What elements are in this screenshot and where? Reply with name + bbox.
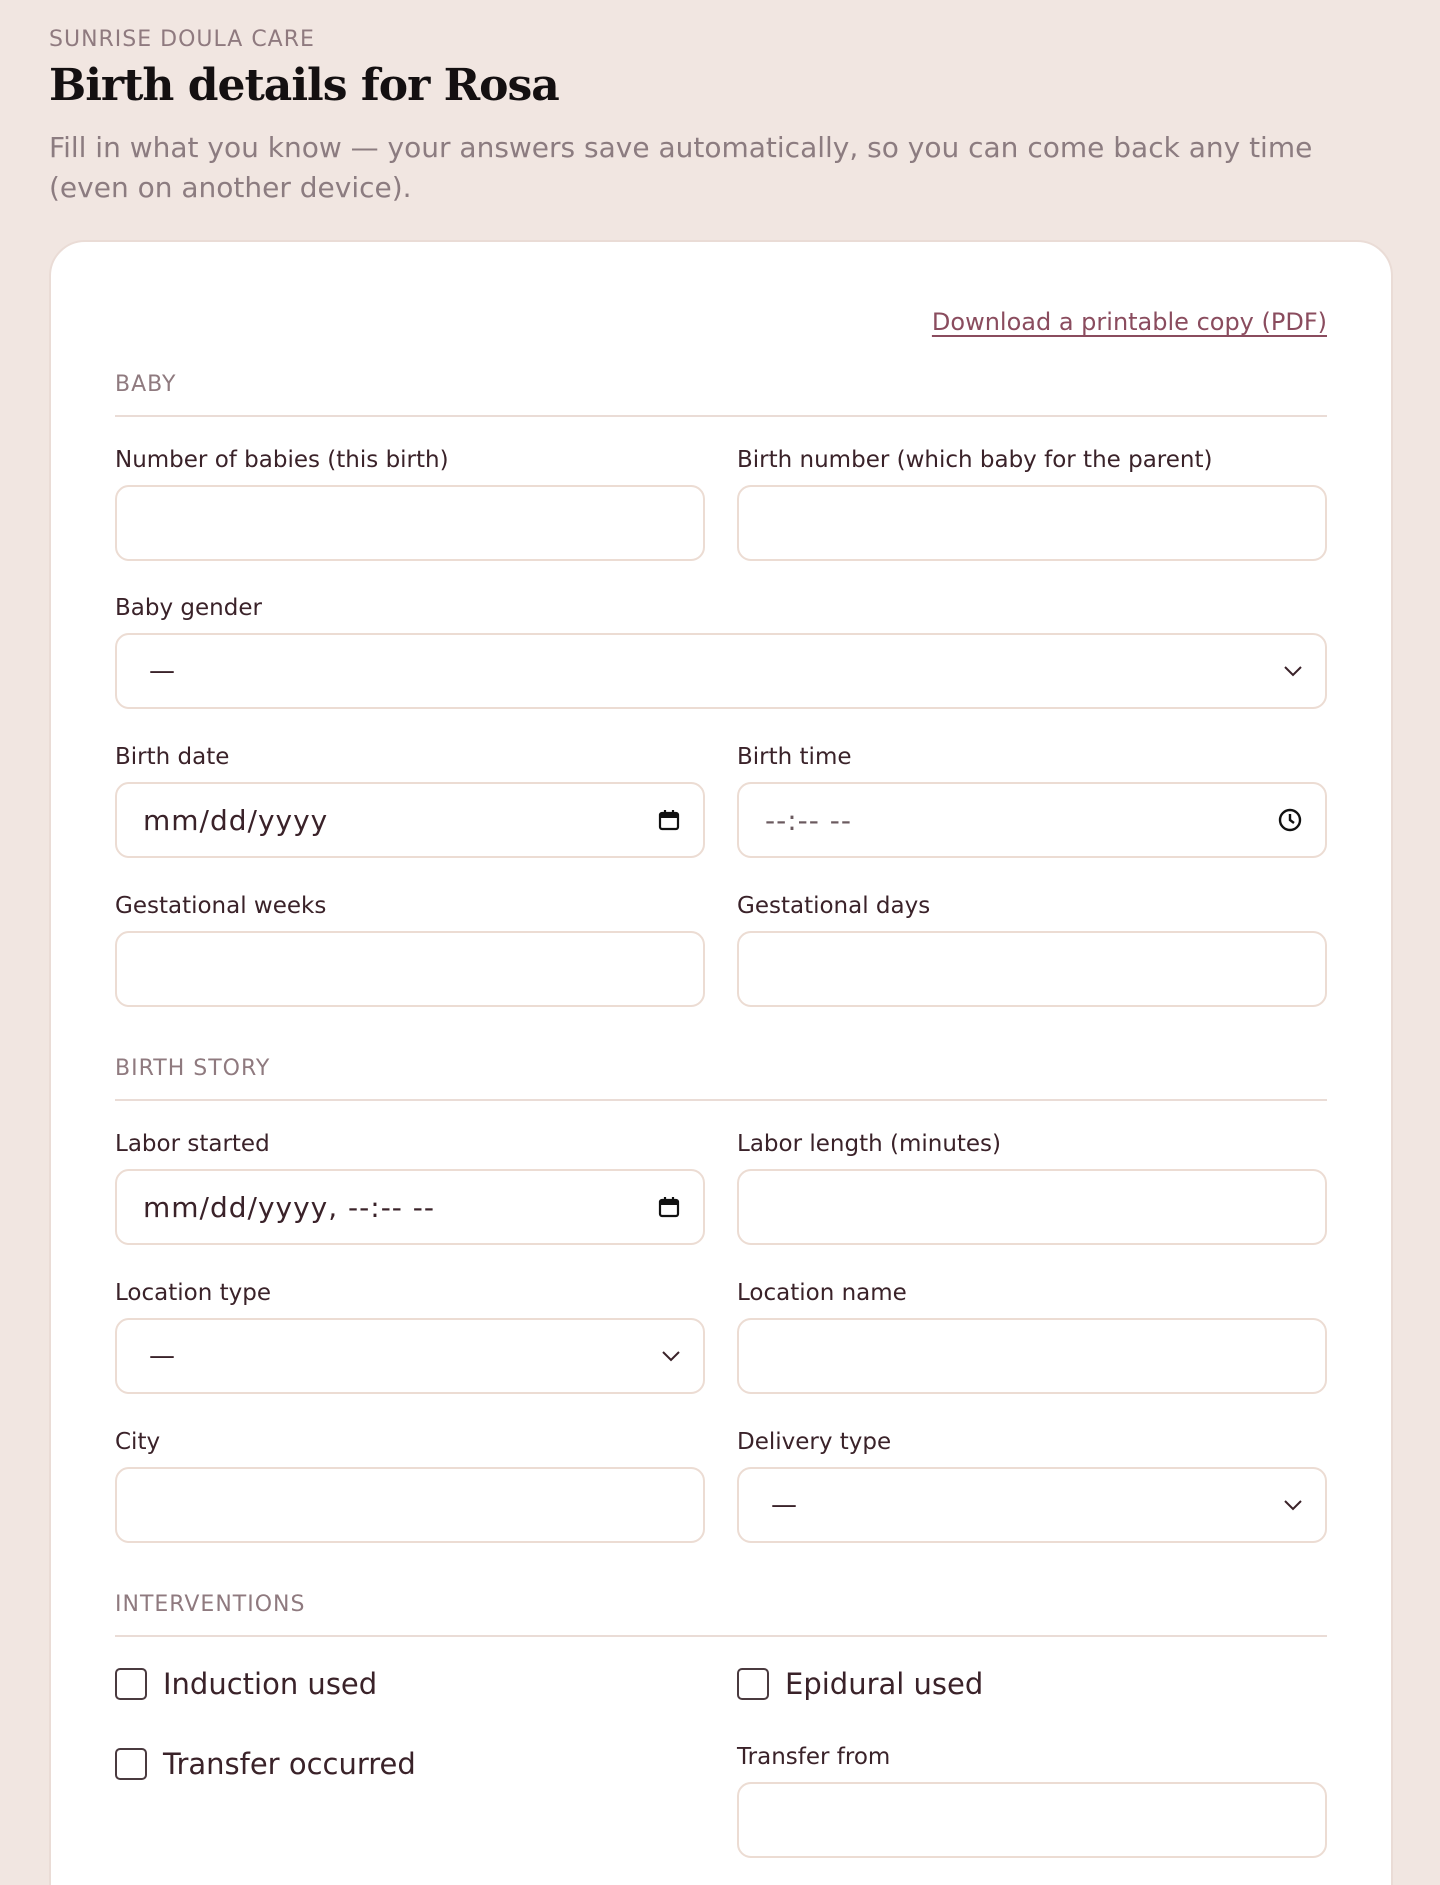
city-input[interactable]: [115, 1467, 705, 1543]
page-title: Birth details for Rosa: [49, 60, 559, 111]
chevron-down-icon: [661, 1350, 681, 1362]
birth-date-input[interactable]: [115, 782, 705, 858]
chevron-down-icon: [1283, 1499, 1303, 1511]
labor-length-label: Labor length (minutes): [737, 1131, 1002, 1157]
section-title-birth-story: BIRTH STORY: [115, 1056, 1327, 1101]
induction-label: Induction used: [163, 1667, 378, 1701]
calendar-icon[interactable]: [657, 1195, 681, 1219]
birth-time-placeholder: --:-- --: [765, 803, 852, 837]
gest-weeks-input[interactable]: [115, 931, 705, 1007]
num-babies-label: Number of babies (this birth): [115, 447, 449, 473]
birth-number-input[interactable]: [737, 485, 1327, 561]
delivery-type-label: Delivery type: [737, 1429, 892, 1455]
section-title-interventions: INTERVENTIONS: [115, 1592, 1327, 1637]
labor-started-placeholder: mm/dd/yyyy, --:-- --: [143, 1190, 436, 1224]
chevron-down-icon: [1283, 665, 1303, 677]
epidural-label: Epidural used: [785, 1667, 984, 1701]
form-card: [49, 240, 1393, 1885]
brand-name: SUNRISE DOULA CARE: [49, 27, 315, 52]
induction-checkbox-row[interactable]: [115, 1667, 377, 1701]
birth-time-input[interactable]: [737, 782, 1327, 858]
baby-gender-value: —: [149, 656, 175, 686]
section-title-baby: BABY: [115, 372, 1327, 417]
epidural-checkbox[interactable]: [737, 1668, 769, 1700]
page-subtitle: Fill in what you know — your answers save automatically, so you can come back any time (even on another device).: [49, 131, 1313, 204]
epidural-checkbox-row[interactable]: [737, 1667, 983, 1701]
birth-number-label: Birth number (which baby for the parent): [737, 447, 1213, 473]
baby-gender-label: Baby gender: [115, 595, 262, 621]
labor-started-input[interactable]: [115, 1169, 705, 1245]
gest-weeks-label: Gestational weeks: [115, 893, 327, 919]
birth-time-label: Birth time: [737, 744, 852, 770]
delivery-type-select[interactable]: [737, 1467, 1327, 1543]
calendar-icon[interactable]: [657, 808, 681, 832]
baby-gender-select[interactable]: [115, 633, 1327, 709]
location-name-label: Location name: [737, 1280, 907, 1306]
clock-icon[interactable]: [1277, 807, 1303, 833]
city-label: City: [115, 1429, 161, 1455]
induction-checkbox[interactable]: [115, 1668, 147, 1700]
transfer-from-label: Transfer from: [737, 1744, 891, 1770]
delivery-type-value: —: [771, 1490, 797, 1520]
transfer-label: Transfer occurred: [163, 1747, 416, 1781]
location-type-select[interactable]: [115, 1318, 705, 1394]
labor-started-label: Labor started: [115, 1131, 270, 1157]
gest-days-label: Gestational days: [737, 893, 931, 919]
location-name-input[interactable]: [737, 1318, 1327, 1394]
location-type-value: —: [149, 1341, 175, 1371]
labor-length-input[interactable]: [737, 1169, 1327, 1245]
transfer-checkbox[interactable]: [115, 1748, 147, 1780]
birth-date-placeholder: mm/dd/yyyy: [143, 803, 329, 837]
transfer-checkbox-row[interactable]: [115, 1747, 416, 1781]
num-babies-input[interactable]: [115, 485, 705, 561]
gest-days-input[interactable]: [737, 931, 1327, 1007]
location-type-label: Location type: [115, 1280, 271, 1306]
transfer-from-input[interactable]: [737, 1782, 1327, 1858]
download-pdf-link[interactable]: Download a printable copy (PDF): [931, 308, 1327, 336]
birth-date-label: Birth date: [115, 744, 230, 770]
